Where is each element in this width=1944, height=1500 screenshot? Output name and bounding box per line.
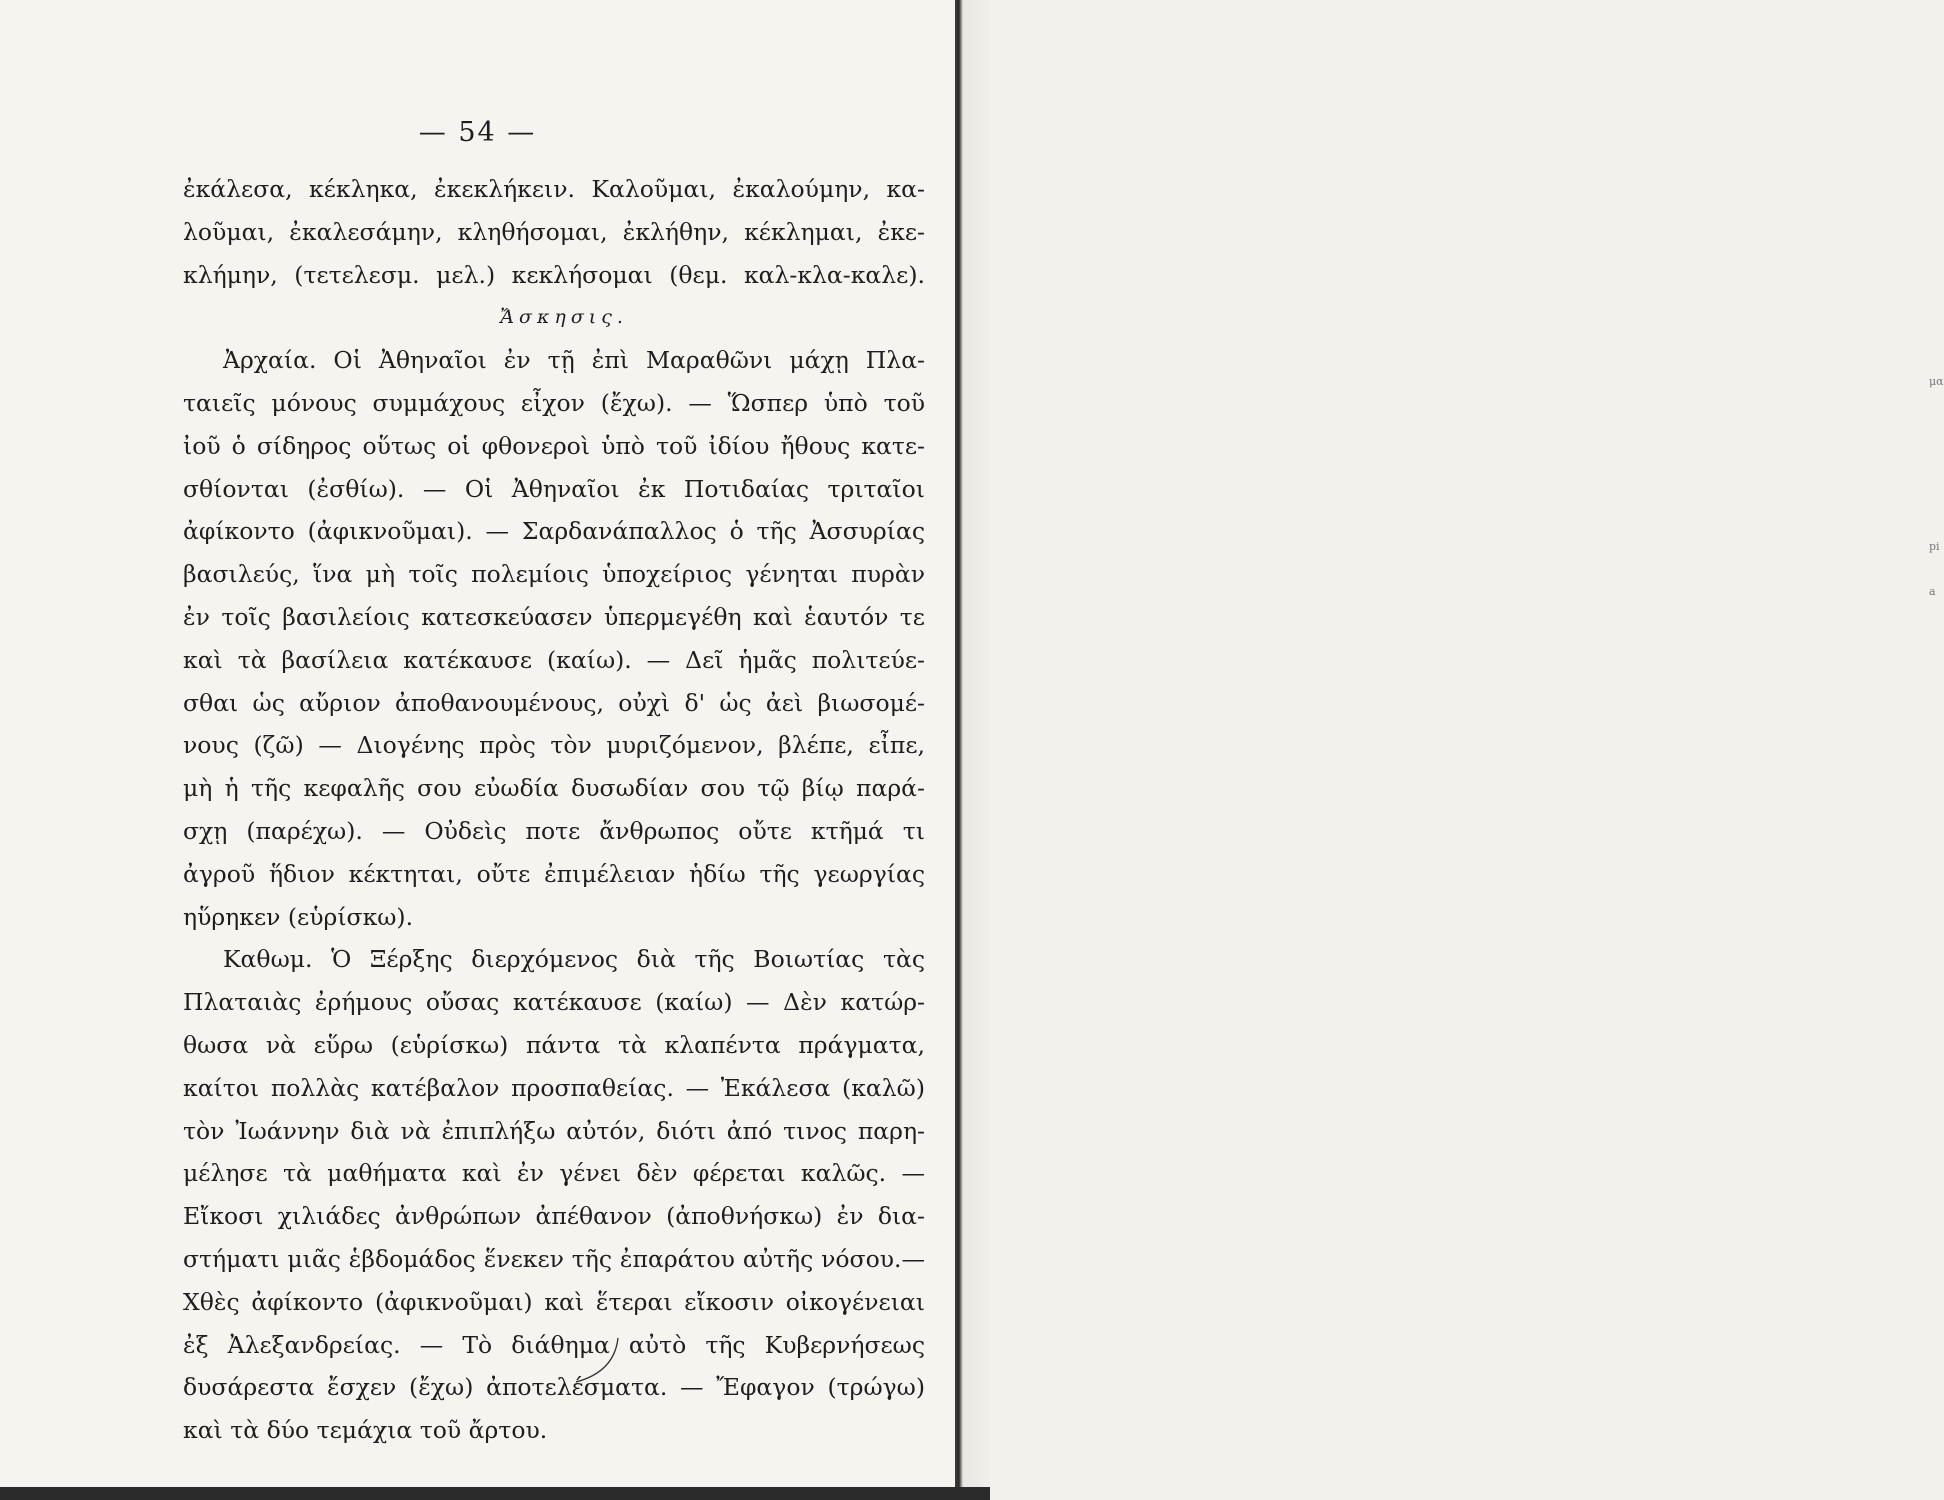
text-line: μέλησε τὰ μαθήματα καὶ ἐν γένει δὲν φέρεται καλῶς. —	[183, 1159, 925, 1188]
exercise-heading: Ἄσκησις.	[500, 306, 628, 329]
text-line: Ἀρχαία. Οἱ Ἀθηναῖοι ἐν τῇ ἐπὶ Μαραθῶνι μάχῃ Πλα-	[223, 346, 925, 375]
text-line: νους (ζῶ) — Διογένης πρὸς τὸν μυριζόμενον, βλέπε, εἶπε,	[183, 731, 925, 760]
text-line: Εἴκοσι χιλιάδες ἀνθρώπων ἀπέθανον (ἀποθνήσκω) ἐν δια-	[183, 1202, 925, 1231]
text-line: Πλαταιὰς ἐρήμους οὔσας κατέκαυσε (καίω) — Δὲν κατώρ-	[183, 988, 925, 1017]
text-line: θωσα νὰ εὕρω (εὑρίσκω) πάντα τὰ κλαπέντα πράγματα,	[183, 1030, 925, 1059]
text-line: σθίονται (ἐσθίω). — Οἱ Ἀθηναῖοι ἐκ Ποτιδαίας τριταῖοι	[183, 474, 925, 503]
text-line: ηὕρηκεν (εὑρίσκω).	[183, 902, 414, 931]
text-line: δυσάρεστα ἔσχεν (ἔχω) ἀποτελέσματα. — Ἔφαγον (τρώγω)	[183, 1373, 925, 1402]
text-line: σθαι ὡς αὔριον ἀποθανουμένους, οὐχὶ δ' ὡς ἀεὶ βιωσομέ-	[183, 688, 925, 717]
text-line: λοῦμαι, ἐκαλεσάμην, κληθήσομαι, ἐκλήθην, κέκλημαι, ἐκε-	[183, 217, 925, 246]
text-line: ἀφίκοντο (ἀφικνοῦμαι). — Σαρδανάπαλλος ὁ τῆς Ἀσσυρίας	[183, 517, 925, 546]
text-line: Χθὲς ἀφίκοντο (ἀφικνοῦμαι) καὶ ἕτεραι εἴκοσιν οἰκογένειαι	[183, 1287, 925, 1316]
text-line: καίτοι πολλὰς κατέβαλον προσπαθείας. — Ἐκάλεσα (καλῶ)	[183, 1073, 925, 1102]
page-text	[183, 168, 925, 1452]
text-line: καὶ τὰ βασίλεια κατέκαυσε (καίω). — Δεῖ ἡμᾶς πολιτεύε-	[183, 645, 925, 674]
text-line: τὸν Ἰωάννην διὰ νὰ ἐπιπλήξω αὐτόν, διότι ἀπό τινος παρη-	[183, 1116, 925, 1145]
scan-bottom-border	[0, 1487, 990, 1500]
text-line: ἐκάλεσα, κέκληκα, ἐκεκλήκειν. Καλοῦμαι, ἐκαλούμην, κα-	[183, 175, 925, 203]
edge-text-fragment: a	[1929, 585, 1936, 598]
text-line: κλήμην, (τετελεσμ. μελ.) κεκλήσομαι (θεμ. καλ-κλα-καλε).	[183, 260, 925, 289]
edge-text-fragment: pi	[1929, 540, 1940, 553]
scanned-page	[0, 0, 955, 1500]
text-line: ἐν τοῖς βασιλείοις κατεσκεύασεν ὑπερμεγέθη καὶ ἑαυτόν τε	[183, 602, 925, 631]
text-line: μὴ ἡ τῆς κεφαλῆς σου εὐωδία δυσωδίαν σου τῷ βίῳ παρά-	[183, 774, 925, 803]
text-line: βασιλεύς, ἵνα μὴ τοῖς πολεμίοις ὑποχείριος γένηται πυρὰν	[183, 560, 925, 589]
text-line: ἀγροῦ ἥδιον κέκτηται, οὔτε ἐπιμέλειαν ἡδίω τῆς γεωργίας	[183, 859, 925, 888]
edge-text-fragment: μα	[1929, 375, 1944, 388]
page-number: — 54 —	[418, 117, 537, 148]
text-line: σχῃ (παρέχω). — Οὐδεὶς ποτε ἄνθρωπος οὔτε κτῆμά τι	[183, 816, 925, 845]
text-line: καὶ τὰ δύο τεμάχια τοῦ ἄρτου.	[183, 1416, 548, 1445]
text-line: στήματι μιᾶς ἑβδομάδος ἕνεκεν τῆς ἐπαράτου αὐτῆς νόσου.—	[183, 1244, 925, 1273]
text-line: ἐξ Ἀλεξανδρείας. — Τὸ διάθημα αὐτὸ τῆς Κυβερνήσεως	[183, 1330, 925, 1359]
text-line: ἰοῦ ὁ σίδηρος οὕτως οἱ φθονεροὶ ὑπὸ τοῦ ἰδίου ἤθους κατε-	[183, 431, 925, 460]
adjacent-page-edge	[955, 0, 1944, 1500]
text-line: ταιεῖς μόνους συμμάχους εἶχον (ἔχω). — Ὥσπερ ὑπὸ τοῦ	[183, 388, 925, 417]
text-line: Καθωμ. Ὁ Ξέρξης διερχόμενος διὰ τῆς Βοιωτίας τὰς	[223, 945, 925, 974]
pen-stroke-mark	[556, 1336, 626, 1386]
